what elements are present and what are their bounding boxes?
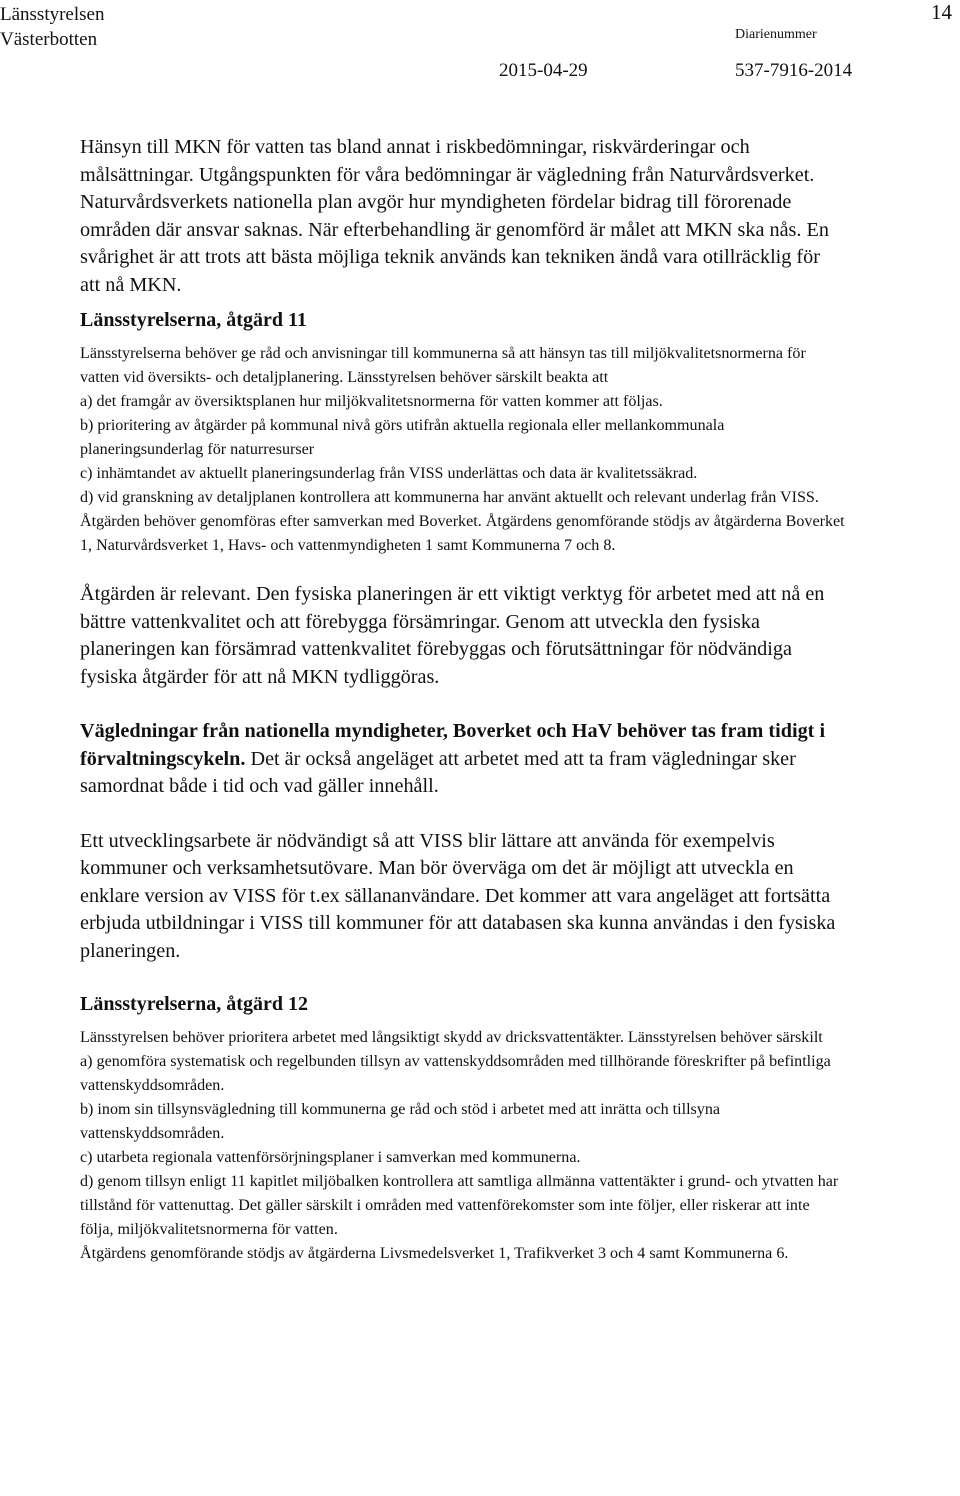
atgard-12-item-a: a) genomföra systematisk och regelbunden tillsyn av vattenskyddsområden med tillhörande föreskrifter på befintliga vattenskyddsområden. [80,1053,831,1094]
atgard-11-item-b: b) prioritering av åtgärder på kommunal nivå görs utifrån aktuella regionala eller mellankommunala planeringsunderlag för naturresurser [80,417,725,458]
organization-line-2: Västerbotten [0,29,98,50]
atgard-11-samverkan: Åtgärden behöver genomföras efter samverkan med Boverket. Åtgärdens genomförande stödjs av åtgärderna Boverket 1, Naturvårdsverket 1, Havs- och vattenmyndigheten 1 samt Kommunerna 7 och 8. [80,513,845,554]
paragraph-atgard-relevant: Åtgärden är relevant. Den fysiska planeringen är ett viktigt verktyg för arbetet med att nå en bättre vattenkvalitet och att förebygga försämringar. Genom att utveckla den fysiska planeringen kan försämrad vattenkvalitet förebyggas och förutsättningar för nödvändiga fysiska åtgärder för att nå MKN tydliggöras. [80,583,825,688]
paragraph-viss-utveckling: Ett utvecklingsarbete är nödvändigt så att VISS blir lättare att använda för exempelvis kommuner och verksamhetsutövare. Man bör överväga om det är möjligt att utveckla en enklare version av VISS för t.ex sällananvändare. Det kommer att vara angeläget att fortsätta erbjuda utbildningar i VISS till kommuner för att databasen ska kunna användas i den fysiska planeringen. [80,829,836,962]
diarienummer-value: 537-7916-2014 [735,60,853,81]
atgard-12-item-c: c) utarbeta regionala vattenförsörjningsplaner i samverkan med kommunerna. [80,1149,581,1166]
vagledningar-emphasis: Vägledningar från nationella myndigheter, Boverket och HaV behöver tas fram tidigt i förvaltningscykeln. [80,720,826,770]
atgard-11-intro: Länsstyrelserna behöver ge råd och anvisningar till kommunerna så att hänsyn tas till miljökvalitetsnormerna för vatten vid översikts- och detaljplanering. Länsstyrelsen behöver särskilt beakta att [80,345,806,386]
diarienummer-label: Diarienummer [735,27,817,42]
document-body [80,134,845,1266]
page-number: 14 [931,0,952,24]
heading-atgard-12: Länsstyrelserna, åtgärd 12 [80,993,308,1015]
vagledningar-rest: Det är också angeläget att arbetet med att ta fram vägledningar sker samordnat både i tid och vad gäller innehåll. [80,747,796,797]
organization-name [0,2,104,52]
atgard-12-intro: Länsstyrelsen behöver prioritera arbetet med långsiktigt skydd av dricksvattentäkter. Länsstyrelsen behöver särskilt [80,1029,823,1046]
atgard-11-item-c: c) inhämtandet av aktuellt planeringsunderlag från VISS underlättas och data är kvalitetssäkrad. [80,465,698,482]
paragraph-mkn-hansyn: Hänsyn till MKN för vatten tas bland annat i riskbedömningar, riskvärderingar och målsättningar. Utgångspunkten för våra bedömningar är vägledning från Naturvårdsverket. Naturvårdsverkets nationella plan avgör hur myndigheten fördelar bidrag till förorenade områden där ansvar saknas. När efterbehandling är genomförd är målet att MKN ska nås. En svårighet är att trots att bästa möjliga teknik används kan tekniken ändå vara otillräcklig för att nå MKN. [80,136,829,296]
atgard-12-stod: Åtgärdens genomförande stödjs av åtgärderna Livsmedelsverket 1, Trafikverket 3 och 4 samt Kommunerna 6. [80,1245,789,1262]
paragraph-vagledningar [80,718,845,801]
document-date: 2015-04-29 [499,60,588,81]
atgard-12-item-d: d) genom tillsyn enligt 11 kapitlet miljöbalken kontrollera att samtliga allmänna vattentäkter i grund- och ytvatten har tillstånd för vattenuttag. Det gäller särskilt i områden med vattenförekomster som inte följer, eller riskerar att inte följa, miljökvalitetsnormerna för vatten. [80,1173,839,1238]
atgard-11-item-d: d) vid granskning av detaljplanen kontrollera att kommunerna har använt aktuellt och relevant underlag från VISS. [80,489,819,506]
organization-line-1: Länsstyrelsen [0,4,105,25]
atgard-12-item-b: b) inom sin tillsynsvägledning till kommunerna ge råd och stöd i arbetet med att inrätta och tillsyna vattenskyddsområden. [80,1101,721,1142]
atgard-11-item-a: a) det framgår av översiktsplanen hur miljökvalitetsnormerna för vatten kommer att följas. [80,393,663,410]
heading-atgard-11: Länsstyrelserna, åtgärd 11 [80,309,307,331]
